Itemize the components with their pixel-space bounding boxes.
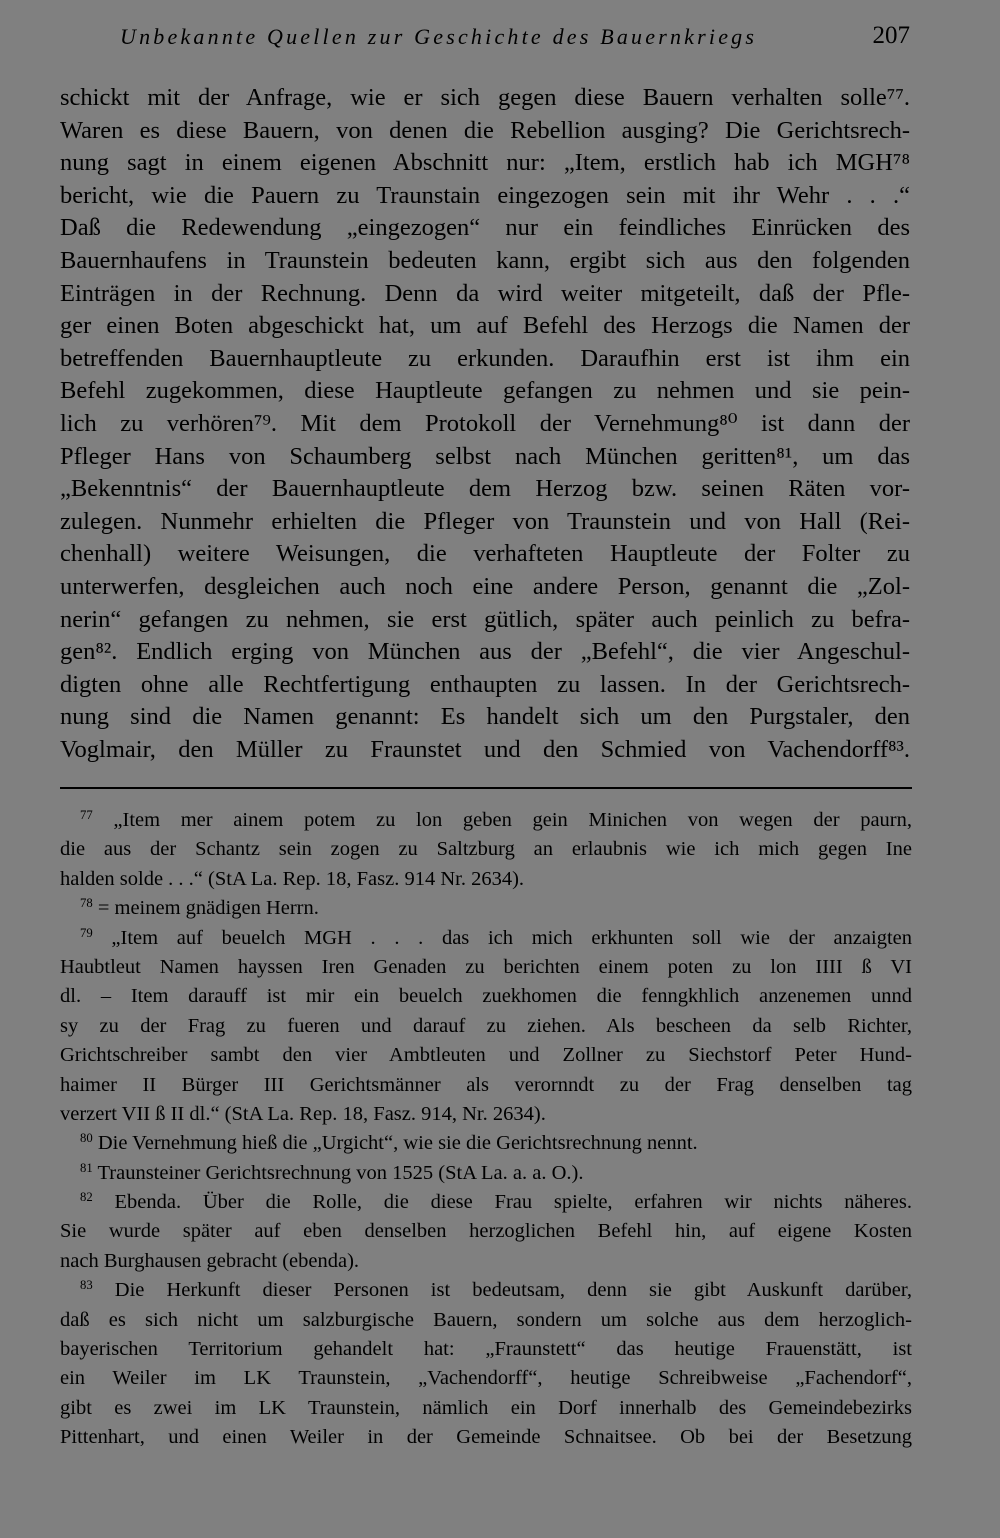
footnote-79 xyxy=(60,924,912,1130)
footnote-line: verzert VII ß II dl.“ (StA La. Rep. 18, Fasz. 914, Nr. 2634). xyxy=(60,1102,546,1125)
text-line: Waren es diese Bauern, von denen die Rebellion ausging? Die Gerichtsrech- xyxy=(60,116,910,144)
footnote-number: 83 xyxy=(80,1278,93,1293)
footnote-number: 81 xyxy=(80,1160,93,1175)
text-line: bericht, wie die Pauern zu Traunstain eingezogen sein mit ihr Wehr . . .“ xyxy=(60,181,910,209)
footnote-number: 79 xyxy=(80,925,93,940)
footnote-line: halden solde . . .“ (StA La. Rep. 18, Fasz. 914 Nr. 2634). xyxy=(60,867,525,890)
footnote-line: nach Burghausen gebracht (ebenda). xyxy=(60,1249,360,1272)
footnotes xyxy=(60,806,912,1453)
footnote-line: $^{77}$ „Item mer ainem potem zu lon geben gein Minichen von wegen der paurn, xyxy=(80,808,913,831)
footnote-line: daß es sich nicht um salzburgische Bauern, sondern um solche aus dem herzoglich- xyxy=(60,1308,912,1331)
text-line: Pfleger Hans von Schaumberg selbst nach München geritten⁸¹, um das xyxy=(60,442,910,470)
text-line: Einträgen in der Rechnung. Denn da wird weiter mitgeteilt, daß der Pfle- xyxy=(60,279,910,307)
footnote-83 xyxy=(60,1276,912,1452)
text-line: unterwerfen, desgleichen auch noch eine andere Person, genannt die „Zol- xyxy=(60,572,910,600)
footnote-line: ein Weiler im LK Traunstein, „Vachendorff“, heutige Schreibweise „Fachendorf“, xyxy=(60,1367,912,1390)
running-header xyxy=(60,22,910,58)
footnote-number: 82 xyxy=(80,1190,93,1205)
footnote-divider xyxy=(60,787,912,789)
footnote-line: Sie wurde später auf eben denselben herzoglichen Befehl hin, auf eigene Kosten xyxy=(60,1220,912,1243)
footnote-line: Haubtleut Namen hayssen Iren Genaden zu berichten einem poten zu lon IIII ß VI xyxy=(60,955,912,978)
footnote-line: $^{83}$ Die Herkunft dieser Personen ist bedeutsam, denn sie gibt Auskunft darüber, xyxy=(80,1278,913,1302)
text-line: lich zu verhören⁷⁹. Mit dem Protokoll der Vernehmung⁸⁰ ist dann der xyxy=(60,409,910,437)
footnote-line: dl. – Item darauff ist mir ein beuelch zuekhomen die fenngkhlich anzenemen unnd xyxy=(60,985,912,1008)
footnote-78 xyxy=(60,894,912,923)
footnote-line: $^{79}$ „Item auf beuelch MGH . . . das ich mich erkhunten soll wie der anzaigten xyxy=(80,925,912,949)
footnote-77 xyxy=(60,806,912,894)
text-line: Daß die Redewendung „eingezogen“ nur ein feindliches Einrücken des xyxy=(60,214,910,242)
footnote-line: haimer II Bürger III Gerichtsmänner als verornndt zu der Frag denselben tag xyxy=(60,1073,912,1096)
text-line: gen⁸². Endlich erging von München aus der „Befehl“, die vier Angeschul- xyxy=(60,638,910,666)
text-line: chenhall) weitere Weisungen, die verhafteten Hauptleute der Folter zu xyxy=(60,540,910,568)
footnote-line: die aus der Schantz sein zogen zu Saltzburg an erlaubnis wie ich mich gegen Ine xyxy=(60,838,912,861)
footnote-line: sy zu der Frag zu fueren und darauf zu ziehen. Als bescheen da selb Richter, xyxy=(60,1014,912,1037)
footnote-number: 78 xyxy=(80,896,93,911)
text-line: Befehl zugekommen, diese Hauptleute gefangen zu nehmen und sie pein- xyxy=(60,377,910,405)
footnote-number: 80 xyxy=(80,1131,93,1146)
footnote-line: gibt es zwei im LK Traunstein, nämlich ein Dorf innerhalb des Gemeindebezirks xyxy=(60,1396,912,1419)
footnote-line: $^{82}$ Ebenda. Über die Rolle, die diese Frau spielte, erfahren wir nichts näheres. xyxy=(80,1190,912,1214)
footnote-line: Pittenhart, und einen Weiler in der Gemeinde Schnaitsee. Ob bei der Besetzung xyxy=(60,1426,912,1449)
text-line: „Bekenntnis“ der Bauernhauptleute dem Herzog bzw. seinen Räten vor- xyxy=(60,475,910,503)
footnote-line: $^{78}$ = meinem gnädigen Herrn. xyxy=(80,896,319,920)
footnote-line: bayerischen Territorium gehandelt hat: „Fraunstett“ das heutige Frauenstätt, ist xyxy=(60,1338,912,1361)
text-line: nung sagt in einem eigenen Abschnitt nur: „Item, erstlich hab ich MGH⁷⁸ xyxy=(60,149,910,177)
text-line: schickt mit der Anfrage, wie er sich gegen diese Bauern verhalten solle⁷⁷. xyxy=(60,84,910,111)
footnote-line: Grichtschreiber sambt den vier Ambtleuten und Zollner zu Siechstorf Peter Hund- xyxy=(60,1044,912,1067)
footnote-line: $^{81}$ Traunsteiner Gerichtsrechnung von 1525 (StA La. a. a. O.). xyxy=(80,1160,584,1184)
running-title: Unbekannte Quellen zur Geschichte des Bauernkriegs xyxy=(120,24,758,49)
text-line: ger einen Boten abgeschickt hat, um auf Befehl des Herzogs die Namen der xyxy=(60,312,910,340)
footnote-number: 77 xyxy=(80,808,93,823)
text-line: nung sind die Namen genannt: Es handelt sich um den Purgstaler, den xyxy=(60,703,910,731)
text-line: nerin“ gefangen zu nehmen, sie erst gütlich, später auch peinlich zu befra- xyxy=(60,605,910,633)
text-line: betreffenden Bauernhauptleute zu erkunden. Daraufhin erst ist ihm ein xyxy=(60,344,910,372)
text-line: digten ohne alle Rechtfertigung enthaupten zu lassen. In der Gerichtsrech- xyxy=(60,670,910,698)
main-text xyxy=(60,82,910,766)
text-line: zulegen. Nunmehr erhielten die Pfleger von Traunstein und von Hall (Rei- xyxy=(60,507,910,535)
footnote-80 xyxy=(60,1129,912,1158)
page-number: 207 xyxy=(872,22,910,49)
text-line: Bauernhaufens in Traunstein bedeuten kann, ergibt sich aus den folgenden xyxy=(60,246,910,274)
text-line: Voglmair, den Müller zu Fraunstet und den Schmied von Vachendorff⁸³. xyxy=(60,735,910,763)
footnote-line: $^{80}$ Die Vernehmung hieß die „Urgicht“, wie sie die Gerichtsrechnung nennt. xyxy=(80,1131,698,1155)
footnote-82 xyxy=(60,1188,912,1276)
footnote-81 xyxy=(60,1159,912,1188)
